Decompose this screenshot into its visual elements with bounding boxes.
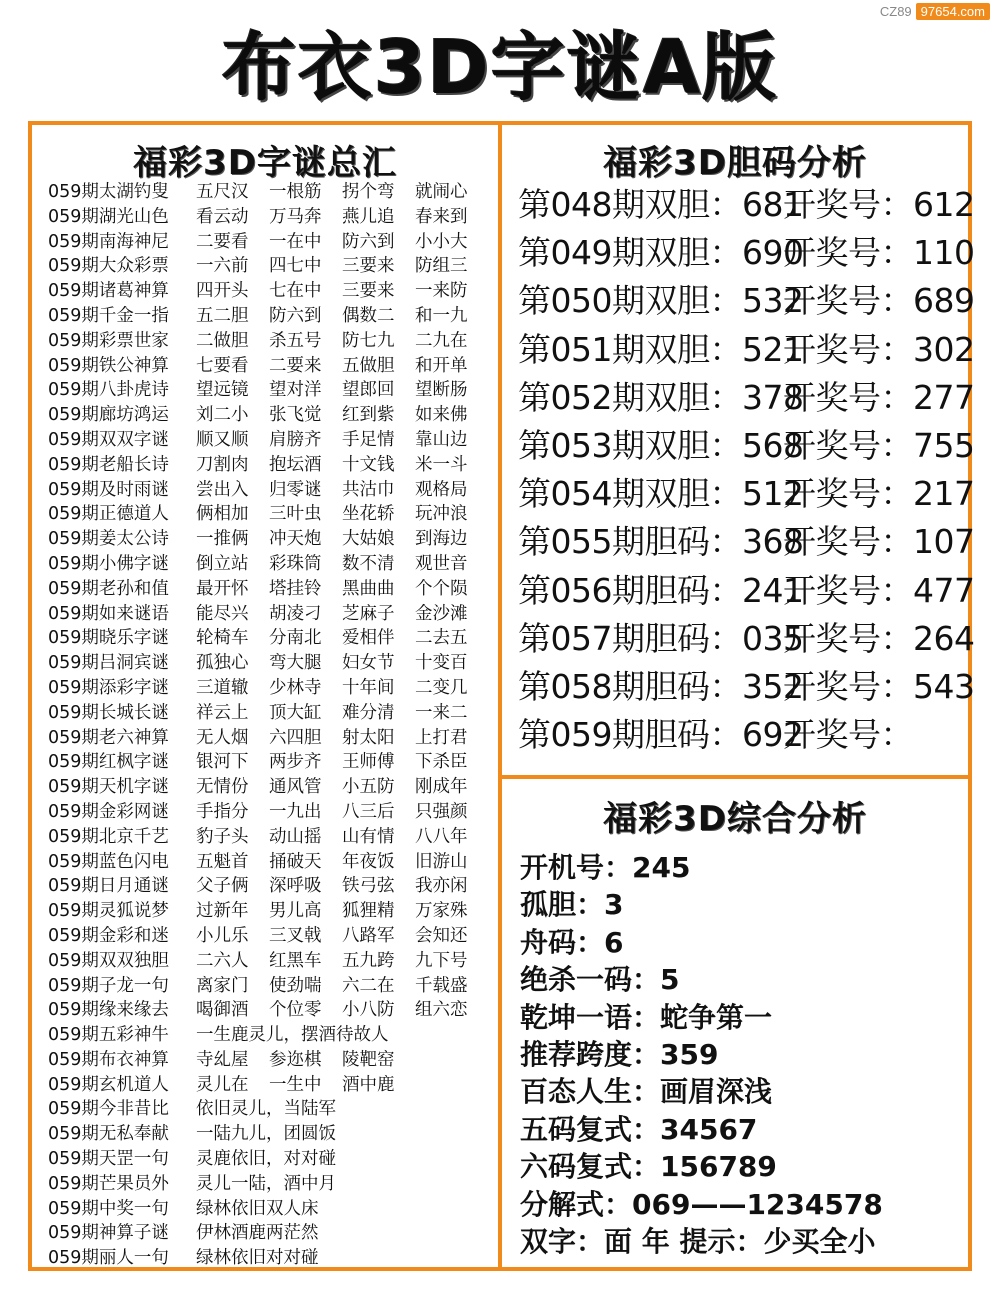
riddle-clue: 防组三 — [415, 256, 468, 277]
riddle-clue: 旧游山 — [415, 851, 468, 872]
riddle-row — [48, 180, 498, 205]
riddle-source: 059期及时雨谜 — [48, 479, 169, 500]
draw-number: 开奖号：217 — [783, 474, 975, 514]
riddle-clue: 一推俩 — [196, 529, 249, 550]
dan-row — [518, 711, 975, 759]
riddle-row — [48, 230, 498, 255]
riddle-clue: 一九出 — [269, 801, 322, 822]
riddle-clue: 俩相加 — [196, 504, 249, 525]
riddle-clue: 深呼吸 — [269, 876, 322, 897]
riddle-summary-panel — [28, 121, 502, 1271]
riddle-source: 059期如来谜语 — [48, 603, 169, 624]
riddle-row — [48, 205, 498, 230]
summary-item: 百态人生：画眉深浅 — [520, 1075, 773, 1109]
riddle-clue: 三要来 — [342, 256, 395, 277]
riddle-clue: 喝御酒 — [196, 1000, 249, 1021]
riddle-clue: 大姑娘 — [342, 529, 395, 550]
riddle-row — [48, 850, 498, 875]
draw-number: 开奖号：277 — [783, 377, 975, 417]
riddle-clue: 二要来 — [269, 355, 322, 376]
riddle-clue: 参迩棋 — [269, 1049, 322, 1070]
riddle-clue: 九下号 — [415, 950, 468, 971]
riddle-row — [48, 1246, 498, 1271]
dan-code: 第055期胆码：368 — [518, 522, 804, 562]
riddle-row — [48, 775, 498, 800]
riddle-clue: 无情份 — [196, 777, 249, 798]
riddle-clue: 弯大腿 — [269, 653, 322, 674]
riddle-source: 059期老船长诗 — [48, 454, 169, 475]
dan-code: 第054期双胆：512 — [518, 474, 804, 514]
riddle-row — [48, 676, 498, 701]
riddle-clue: 二六人 — [196, 950, 249, 971]
riddle-source: 059期今非昔比 — [48, 1099, 169, 1120]
riddle-clue: 灵儿一陆，酒中月 — [196, 1173, 336, 1194]
riddle-source: 059期无私奉献 — [48, 1124, 169, 1145]
riddle-source: 059期铁公神算 — [48, 355, 169, 376]
riddle-clue: 防七九 — [342, 330, 395, 351]
riddle-clue: 一来二 — [415, 702, 468, 723]
riddle-row — [48, 800, 498, 825]
riddle-source: 059期八卦虎诗 — [48, 380, 169, 401]
riddle-clue: 小八防 — [342, 1000, 395, 1021]
riddle-row — [48, 1097, 498, 1122]
riddle-clue: 能尽兴 — [196, 603, 249, 624]
draw-number: 开奖号：612 — [783, 185, 975, 224]
watermark-site: 97654.com — [916, 3, 990, 20]
riddle-clue: 十文钱 — [342, 454, 395, 475]
riddle-row — [48, 478, 498, 503]
riddle-source: 059期中奖一句 — [48, 1198, 169, 1219]
riddle-row — [48, 577, 498, 602]
riddle-source: 059期大众彩票 — [48, 256, 169, 277]
riddle-clue: 十年间 — [342, 677, 395, 698]
riddle-source: 059期小佛字谜 — [48, 553, 169, 574]
riddle-clue: 两步齐 — [269, 752, 322, 773]
riddle-source: 059期天机字谜 — [48, 777, 169, 798]
riddle-clue: 爱相伴 — [342, 628, 395, 649]
riddle-clue: 和开单 — [415, 355, 468, 376]
dan-row — [518, 181, 975, 229]
riddle-row — [48, 1073, 498, 1098]
riddle-source: 059期吕洞宾谜 — [48, 653, 169, 674]
riddle-source: 059期正德道人 — [48, 504, 169, 525]
summary-item: 乾坤一语：蛇争第一 — [520, 1000, 773, 1034]
riddle-row — [48, 1197, 498, 1222]
riddle-clue: 观世音 — [415, 553, 468, 574]
riddle-clue: 妇女节 — [342, 653, 395, 674]
riddle-source: 059期天罡一句 — [48, 1149, 169, 1170]
riddle-clue: 塔挂铃 — [269, 578, 322, 599]
riddle-clue: 米一斗 — [415, 454, 468, 475]
dan-row — [518, 326, 975, 374]
riddle-clue: 通风管 — [269, 777, 322, 798]
dan-row — [518, 663, 975, 711]
riddle-source: 059期诸葛神算 — [48, 281, 169, 302]
riddle-clue: 黑曲曲 — [342, 578, 395, 599]
riddle-clue: 望对洋 — [269, 380, 322, 401]
dan-analysis-panel — [498, 121, 975, 779]
dan-code: 第056期胆码：241 — [518, 570, 804, 610]
riddle-clue: 尝出入 — [196, 479, 249, 500]
riddle-clue: 一生中 — [269, 1074, 322, 1095]
riddle-clue: 离家门 — [196, 975, 249, 996]
riddle-source: 059期缘来缘去 — [48, 1000, 169, 1021]
riddle-clue: 二要看 — [196, 231, 249, 252]
riddle-clue: 刘二小 — [196, 405, 249, 426]
riddle-clue: 三道辙 — [196, 677, 249, 698]
riddle-source: 059期蓝色闪电 — [48, 851, 169, 872]
riddle-clue: 倒立站 — [196, 553, 249, 574]
riddle-clue: 看云动 — [196, 206, 249, 227]
draw-number: 开奖号：477 — [783, 570, 975, 610]
dan-row — [518, 422, 975, 470]
riddle-clue: 万马奔 — [269, 206, 322, 227]
riddle-row — [48, 254, 498, 279]
draw-number: 开奖号：264 — [783, 618, 975, 658]
draw-number: 开奖号：302 — [783, 329, 975, 369]
riddle-clue: 陵靶窑 — [342, 1049, 395, 1070]
riddle-clue: 冲天炮 — [269, 529, 322, 550]
riddle-clue: 组六恋 — [415, 1000, 468, 1021]
riddle-row — [48, 874, 498, 899]
riddle-clue: 防六到 — [269, 305, 322, 326]
riddle-clue: 小儿乐 — [196, 925, 249, 946]
riddle-clue: 孤独心 — [196, 653, 249, 674]
riddle-source: 059期老孙和值 — [48, 578, 169, 599]
dan-analysis-title: 福彩3D胆码分析 — [603, 143, 867, 183]
riddle-clue: 和一九 — [415, 305, 468, 326]
riddle-clue: 八八年 — [415, 826, 468, 847]
riddle-clue: 上打君 — [415, 727, 468, 748]
riddle-row — [48, 552, 498, 577]
riddle-clue: 千载盛 — [415, 975, 468, 996]
riddle-clue: 一根筋 — [269, 182, 322, 202]
riddle-clue: 杀五号 — [269, 330, 322, 351]
riddle-clue: 三叉戟 — [269, 925, 322, 946]
riddle-clue: 少林寺 — [269, 677, 322, 698]
riddle-clue: 个个陨 — [415, 578, 468, 599]
riddle-clue: 祥云上 — [196, 702, 249, 723]
riddle-clue: 绿林依旧双人床 — [196, 1198, 319, 1219]
riddle-row — [48, 949, 498, 974]
riddle-row — [48, 899, 498, 924]
riddle-row — [48, 304, 498, 329]
riddle-clue: 十变百 — [415, 653, 468, 674]
riddle-clue: 如来佛 — [415, 405, 468, 426]
summary-item: 五码复式：34567 — [520, 1112, 758, 1146]
riddle-clue: 王师傅 — [342, 752, 395, 773]
riddle-source: 059期千金一指 — [48, 305, 169, 326]
riddle-source: 059期芒果员外 — [48, 1173, 169, 1194]
riddle-clue: 二变几 — [415, 677, 468, 698]
riddle-source: 059期玄机道人 — [48, 1074, 169, 1095]
riddle-clue: 二去五 — [415, 628, 468, 649]
draw-number: 开奖号：107 — [783, 522, 975, 562]
riddle-clue: 芝麻子 — [342, 603, 395, 624]
riddle-row — [48, 527, 498, 552]
riddle-row — [48, 1221, 498, 1246]
draw-number: 开奖号：543 — [783, 666, 975, 706]
riddle-clue: 八路军 — [342, 925, 395, 946]
riddle-clue: 下杀臣 — [415, 752, 468, 773]
riddle-row — [48, 1147, 498, 1172]
riddle-clue: 铁弓弦 — [342, 876, 395, 897]
riddle-clue: 手足情 — [342, 429, 395, 450]
riddle-clue: 男儿高 — [269, 901, 322, 922]
riddle-row — [48, 602, 498, 627]
riddle-summary-title: 福彩3D字谜总汇 — [133, 143, 397, 183]
dan-code: 第051期双胆：521 — [518, 329, 804, 369]
riddle-clue: 依旧灵儿，当陆军 — [196, 1099, 336, 1120]
riddle-source: 059期姜太公诗 — [48, 529, 169, 550]
riddle-clue: 轮椅车 — [196, 628, 249, 649]
dan-code: 第059期胆码：692 — [518, 715, 804, 755]
riddle-clue: 抱坛酒 — [269, 454, 322, 475]
riddle-clue: 望远镜 — [196, 380, 249, 401]
riddle-source: 059期湖光山色 — [48, 206, 169, 227]
riddle-clue: 八三后 — [342, 801, 395, 822]
riddle-clue: 三叶虫 — [269, 504, 322, 525]
dan-row — [518, 567, 975, 615]
riddle-clue: 五二胆 — [196, 305, 249, 326]
riddle-clue: 红到紫 — [342, 405, 395, 426]
riddle-source: 059期晓乐字谜 — [48, 628, 169, 649]
riddle-source: 059期双双独胆 — [48, 950, 169, 971]
summary-list — [520, 849, 883, 1260]
riddle-clue: 六四胆 — [269, 727, 322, 748]
riddle-clue: 一来防 — [415, 281, 468, 302]
dan-list — [518, 181, 975, 759]
riddle-clue: 春来到 — [415, 206, 468, 227]
riddle-clue: 分南北 — [269, 628, 322, 649]
dan-row — [518, 277, 975, 325]
riddle-clue: 难分清 — [342, 702, 395, 723]
riddle-clue: 一在中 — [269, 231, 322, 252]
riddle-clue: 肩膀齐 — [269, 429, 322, 450]
riddle-clue: 张飞觉 — [269, 405, 322, 426]
riddle-source: 059期太湖钓叟 — [48, 182, 169, 202]
dan-code: 第057期胆码：035 — [518, 618, 804, 658]
summary-item: 分解式：069——1234578 — [520, 1187, 883, 1221]
riddle-clue: 七在中 — [269, 281, 322, 302]
riddle-clue: 万家殊 — [415, 901, 468, 922]
riddle-clue: 年夜饭 — [342, 851, 395, 872]
riddle-source: 059期添彩字谜 — [48, 677, 169, 698]
riddle-clue: 过新年 — [196, 901, 249, 922]
riddle-source: 059期红枫字谜 — [48, 752, 169, 773]
riddle-clue: 一陆九儿，团圆饭 — [196, 1124, 336, 1145]
riddle-source: 059期布衣神算 — [48, 1049, 169, 1070]
summary-analysis-panel — [498, 775, 972, 1271]
riddle-clue: 观格局 — [415, 479, 468, 500]
riddle-row — [48, 1172, 498, 1197]
page-title: 布衣3D字谜A版 — [221, 25, 779, 111]
dan-code: 第049期双胆：690 — [518, 233, 804, 273]
summary-item: 双字：面 年 提示：少买全小 — [520, 1224, 876, 1258]
riddle-clue: 五九跨 — [342, 950, 395, 971]
riddle-clue: 七要看 — [196, 355, 249, 376]
riddle-source: 059期北京千艺 — [48, 826, 169, 847]
riddle-clue: 会知还 — [415, 925, 468, 946]
riddle-row — [48, 701, 498, 726]
riddle-clue: 狐狸精 — [342, 901, 395, 922]
dan-code: 第048期双胆：681 — [518, 185, 804, 224]
summary-item: 孤胆：3 — [520, 888, 624, 922]
riddle-clue: 靠山边 — [415, 429, 468, 450]
riddle-clue: 二九在 — [415, 330, 468, 351]
dan-code: 第058期胆码：352 — [518, 666, 804, 706]
riddle-source: 059期子龙一句 — [48, 975, 169, 996]
riddle-source: 059期双双字谜 — [48, 429, 169, 450]
riddle-clue: 个位零 — [269, 1000, 322, 1021]
riddle-clue: 山有情 — [342, 826, 395, 847]
riddle-clue: 灵儿在 — [196, 1074, 249, 1095]
dan-row — [518, 374, 975, 422]
riddle-clue: 红黑车 — [269, 950, 322, 971]
riddle-clue: 一六前 — [196, 256, 249, 277]
riddle-row — [48, 279, 498, 304]
riddle-clue: 数不清 — [342, 553, 395, 574]
dan-code: 第053期双胆：568 — [518, 425, 804, 465]
riddle-row — [48, 750, 498, 775]
riddle-clue: 到海边 — [415, 529, 468, 550]
riddle-clue: 使劲喘 — [269, 975, 322, 996]
riddle-row — [48, 726, 498, 751]
dan-code: 第052期双胆：378 — [518, 377, 804, 417]
riddle-clue: 只强颜 — [415, 801, 468, 822]
riddle-clue: 顶大缸 — [269, 702, 322, 723]
summary-item: 舟码：6 — [520, 925, 624, 959]
riddle-clue: 金沙滩 — [415, 603, 468, 624]
riddle-clue: 刚成年 — [415, 777, 468, 798]
draw-number: 开奖号：689 — [783, 281, 975, 321]
riddle-row — [48, 1122, 498, 1147]
riddle-clue: 一生鹿灵儿，摆酒待故人 — [196, 1025, 389, 1046]
riddle-source: 059期彩票世家 — [48, 330, 169, 351]
draw-number: 开奖号：755 — [783, 425, 975, 465]
riddle-clue: 望断肠 — [415, 380, 468, 401]
summary-item: 绝杀一码：5 — [520, 963, 680, 997]
riddle-row — [48, 329, 498, 354]
riddle-clue: 四七中 — [269, 256, 322, 277]
riddle-clue: 伊林酒鹿两茫然 — [196, 1223, 319, 1244]
dan-code: 第050期双胆：532 — [518, 281, 804, 321]
riddle-clue: 五魁首 — [196, 851, 249, 872]
riddle-row — [48, 378, 498, 403]
riddle-row — [48, 502, 498, 527]
riddle-source: 059期五彩神牛 — [48, 1025, 169, 1046]
riddle-clue: 防六到 — [342, 231, 395, 252]
riddle-row — [48, 1023, 498, 1048]
riddle-clue: 顺又顺 — [196, 429, 249, 450]
riddle-clue: 刀割肉 — [196, 454, 249, 475]
riddle-row — [48, 1048, 498, 1073]
riddle-clue: 豹子头 — [196, 826, 249, 847]
riddle-clue: 小小大 — [415, 231, 468, 252]
dan-row — [518, 470, 975, 518]
riddle-clue: 射太阳 — [342, 727, 395, 748]
riddle-list — [48, 180, 498, 1271]
riddle-source: 059期廊坊鸿运 — [48, 405, 169, 426]
riddle-clue: 拐个弯 — [342, 182, 395, 202]
riddle-clue: 坐花轿 — [342, 504, 395, 525]
riddle-clue: 胡凌刁 — [269, 603, 322, 624]
riddle-clue: 捅破天 — [269, 851, 322, 872]
riddle-source: 059期灵狐说梦 — [48, 901, 169, 922]
riddle-clue: 我亦闲 — [415, 876, 468, 897]
riddle-clue: 五做胆 — [342, 355, 395, 376]
riddle-row — [48, 924, 498, 949]
riddle-clue: 彩珠筒 — [269, 553, 322, 574]
riddle-row — [48, 428, 498, 453]
riddle-row — [48, 626, 498, 651]
dan-row — [518, 518, 975, 566]
riddle-clue: 玩冲浪 — [415, 504, 468, 525]
riddle-row — [48, 998, 498, 1023]
riddle-source: 059期金彩网谜 — [48, 801, 169, 822]
riddle-row — [48, 825, 498, 850]
riddle-clue: 无人烟 — [196, 727, 249, 748]
riddle-clue: 就闹心 — [415, 182, 468, 202]
summary-item: 推荐跨度：359 — [520, 1037, 719, 1071]
riddle-row — [48, 651, 498, 676]
draw-number: 开奖号：110 — [783, 233, 975, 273]
riddle-clue: 手指分 — [196, 801, 249, 822]
dan-row — [518, 615, 975, 663]
draw-number: 开奖号： — [783, 715, 913, 755]
riddle-source: 059期老六神算 — [48, 727, 169, 748]
riddle-clue: 最开怀 — [196, 578, 249, 599]
riddle-clue: 银河下 — [196, 752, 249, 773]
riddle-clue: 偶数二 — [342, 305, 395, 326]
riddle-source: 059期神算子谜 — [48, 1223, 169, 1244]
riddle-source: 059期长城长谜 — [48, 702, 169, 723]
riddle-row — [48, 354, 498, 379]
watermark-prefix: CZ89 — [879, 4, 912, 19]
riddle-clue: 绿林依旧对对碰 — [196, 1248, 319, 1269]
summary-item: 六码复式：156789 — [520, 1150, 777, 1184]
watermark — [880, 4, 990, 19]
riddle-clue: 二做胆 — [196, 330, 249, 351]
riddle-row — [48, 403, 498, 428]
riddle-source: 059期南海神尼 — [48, 231, 169, 252]
riddle-clue: 动山摇 — [269, 826, 322, 847]
riddle-clue: 四开头 — [196, 281, 249, 302]
summary-item: 开机号：245 — [520, 851, 691, 884]
riddle-source: 059期金彩和迷 — [48, 925, 169, 946]
riddle-clue: 寺乣屋 — [196, 1049, 249, 1070]
riddle-clue: 燕儿追 — [342, 206, 395, 227]
riddle-row — [48, 974, 498, 999]
riddle-clue: 归零谜 — [269, 479, 322, 500]
riddle-source: 059期丽人一句 — [48, 1248, 169, 1269]
riddle-clue: 灵鹿依旧，对对碰 — [196, 1149, 336, 1170]
riddle-clue: 父子俩 — [196, 876, 249, 897]
riddle-row — [48, 453, 498, 478]
riddle-clue: 六二在 — [342, 975, 395, 996]
riddle-source: 059期日月通谜 — [48, 876, 169, 897]
summary-analysis-title: 福彩3D综合分析 — [603, 799, 867, 839]
riddle-clue: 三要来 — [342, 281, 395, 302]
dan-row — [518, 229, 975, 277]
riddle-clue: 望郎回 — [342, 380, 395, 401]
riddle-clue: 小五防 — [342, 777, 395, 798]
riddle-clue: 酒中鹿 — [342, 1074, 395, 1095]
riddle-clue: 共沽巾 — [342, 479, 395, 500]
riddle-clue: 五尺汉 — [196, 182, 249, 202]
